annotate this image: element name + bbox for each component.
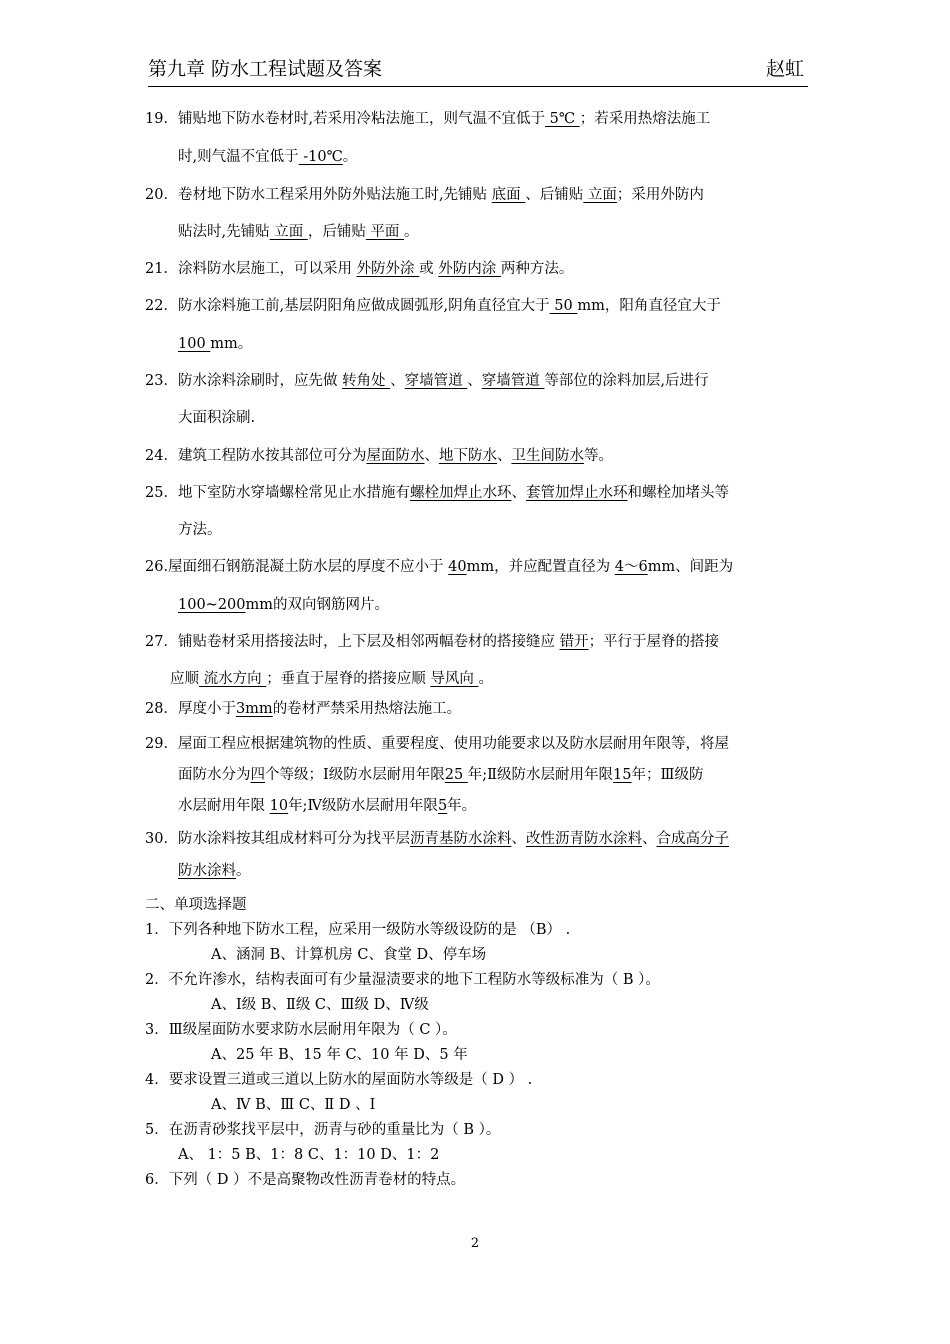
q25-line1: 25．地下室防水穿墙螺栓常见止水措施有螺栓加焊止水环、套管加焊止水环和螺栓加堵头等 — [145, 485, 729, 501]
q28-line: 28．厚度小于3mm的卷材严禁采用热熔法施工。 — [145, 701, 462, 717]
q29-line2: 面防水分为四个等级；Ⅰ级防水层耐用年限25 年;Ⅱ级防水层耐用年限15年；Ⅲ级防 — [178, 767, 704, 783]
q26-line1: 26.屋面细石钢筋混凝土防水层的厚度不应小于 40mm，并应配置直径为 4～6mm、间距为 — [145, 559, 734, 575]
q30-line1: 30．防水涂料按其组成材料可分为找平层沥青基防水涂料、改性沥青防水涂料、合成高分子 — [145, 831, 729, 847]
q19-line1: 19．铺贴地下防水卷材时,若采用冷粘法施工，则气温不宜低于 5℃ ；若采用热熔法施工 — [145, 111, 711, 127]
choice-6-question: 6．下列（ D ）不是高聚物改性沥青卷材的特点。 — [145, 1172, 466, 1188]
header-author: 赵虹 — [765, 58, 804, 80]
q27-line2: 应顺 流水方向 ；垂直于屋脊的搭接应顺 导风向 。 — [170, 671, 493, 687]
choice-5-question: 5．在沥青砂浆找平层中，沥青与砂的重量比为（ B ）。 — [145, 1122, 501, 1138]
choice-1-options: A、涵洞 B、计算机房 C、食堂 D、停车场 — [211, 947, 487, 963]
choice-4-options: A、Ⅳ B、Ⅲ C、Ⅱ D 、Ⅰ — [211, 1097, 376, 1113]
choice-3-question: 3．Ⅲ级屋面防水要求防水层耐用年限为（ C ）。 — [145, 1022, 457, 1038]
choice-5-options: A、 1：5 B、1：8 C、1：10 D、1：2 — [178, 1147, 440, 1163]
q23-line1: 23．防水涂料涂刷时，应先做 转角处 、穿墙管道 、穿墙管道 等部位的涂料加层,后进行 — [145, 373, 709, 389]
q20-line1: 20．卷材地下防水工程采用外防外贴法施工时,先铺贴 底面 、后铺贴 立面；采用外防内 — [145, 187, 704, 203]
q25-line2: 方法。 — [178, 522, 222, 538]
choice-2-options: A、Ⅰ级 B、Ⅱ级 C、Ⅲ级 D、Ⅳ级 — [211, 997, 429, 1013]
choice-4-question: 4．要求设置三道或三道以上防水的屋面防水等级是（ D ） . — [145, 1072, 533, 1088]
q20-line2: 贴法时,先铺贴 立面 ，后铺贴 平面 。 — [178, 224, 419, 240]
header-title: 第九章 防水工程试题及答案 — [148, 58, 383, 80]
q27-line1: 27．铺贴卷材采用搭接法时，上下层及相邻两幅卷材的搭接缝应 错开；平行于屋脊的搭接 — [145, 634, 720, 650]
q22-line1: 22．防水涂料施工前,基层阴阳角应做成圆弧形,阴角直径宜大于 50 mm，阳角直径宜大于 — [145, 298, 721, 314]
q19-line2: 时,则气温不宜低于 -10℃。 — [178, 149, 358, 165]
page-header — [148, 50, 808, 87]
q22-line2: 100 mm。 — [178, 336, 253, 352]
q29-line3: 水层耐用年限 10年;Ⅳ级防水层耐用年限5年。 — [178, 798, 477, 814]
choice-3-options: A、25 年 B、15 年 C、10 年 D、5 年 — [211, 1047, 468, 1063]
q24-line: 24．建筑工程防水按其部位可分为屋面防水、地下防水、卫生间防水等。 — [145, 448, 613, 464]
q26-line2: 100~200mm的双向钢筋网片。 — [178, 597, 390, 613]
q23-line2: 大面积涂刷. — [178, 410, 256, 426]
q30-line2: 防水涂料。 — [178, 863, 251, 879]
choice-2-question: 2．不允许渗水，结构表面可有少量湿渍要求的地下工程防水等级标准为（ B ）。 — [145, 972, 660, 988]
q29-line1: 29．屋面工程应根据建筑物的性质、重要程度、使用功能要求以及防水层耐用年限等，将屋 — [145, 736, 729, 752]
q21-line: 21．涂料防水层施工，可以采用 外防外涂 或 外防内涂 两种方法。 — [145, 261, 574, 277]
choice-1-question: 1．下列各种地下防水工程，应采用一级防水等级设防的是 （B） . — [145, 922, 571, 938]
section-heading: 二、单项选择题 — [145, 897, 247, 913]
page-number: 2 — [470, 1236, 480, 1251]
